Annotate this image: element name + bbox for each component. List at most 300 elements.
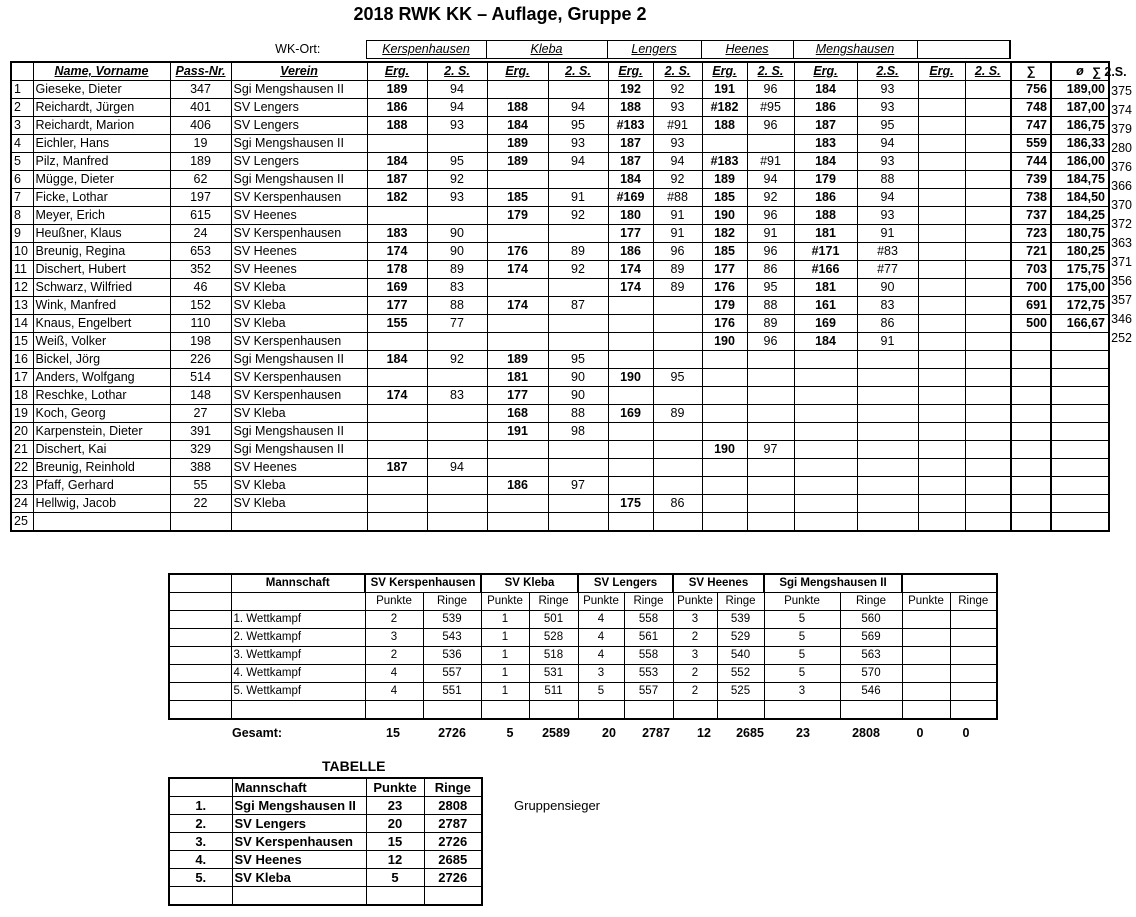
result-erg <box>702 459 747 477</box>
team-ringe: 536 <box>423 647 481 665</box>
shooter-name: Meyer, Erich <box>33 207 170 225</box>
result-erg <box>918 261 965 279</box>
result-erg: 189 <box>487 351 548 369</box>
result-erg <box>918 117 965 135</box>
result-2s <box>427 477 487 495</box>
total-sum: 700 <box>1011 279 1051 297</box>
team-punkte: 2 <box>673 665 717 683</box>
result-2s <box>427 441 487 459</box>
tabelle-blank <box>232 887 366 906</box>
venue-empty <box>917 41 1010 59</box>
team-ringe: 551 <box>423 683 481 701</box>
shooter-row <box>11 261 1109 279</box>
result-2s: 91 <box>747 225 794 243</box>
result-2s <box>857 387 918 405</box>
result-erg: 161 <box>794 297 857 315</box>
row-number: 9 <box>11 225 33 243</box>
result-erg: #183 <box>608 117 653 135</box>
side-sum-value: 372 <box>1111 217 1132 231</box>
result-2s: 93 <box>857 99 918 117</box>
team-blank <box>169 593 231 611</box>
result-erg: 189 <box>702 171 747 189</box>
result-2s <box>857 513 918 532</box>
result-erg: 174 <box>367 243 427 261</box>
result-2s <box>548 513 608 532</box>
result-2s: 97 <box>548 477 608 495</box>
shooter-name: Breunig, Regina <box>33 243 170 261</box>
team-punkte: 3 <box>578 665 624 683</box>
result-erg: 191 <box>487 423 548 441</box>
result-erg <box>608 477 653 495</box>
team-ringe <box>950 665 997 683</box>
club-name: Sgi Mengshausen II <box>231 135 367 153</box>
ranking-team: SV Kleba <box>232 869 366 887</box>
result-erg <box>794 513 857 532</box>
result-erg: 190 <box>702 441 747 459</box>
side-sum-value: 280 <box>1111 141 1132 155</box>
result-erg <box>487 459 548 477</box>
team-blank <box>624 701 673 720</box>
result-2s: 88 <box>857 171 918 189</box>
punkte-label: Punkte <box>365 593 423 611</box>
result-2s <box>548 315 608 333</box>
wk-ort-header <box>10 40 1011 59</box>
team-punkte: 5 <box>764 665 840 683</box>
row-number: 3 <box>11 117 33 135</box>
result-erg: 182 <box>367 189 427 207</box>
row-number: 10 <box>11 243 33 261</box>
average: 184,50 <box>1051 189 1109 207</box>
result-erg: 189 <box>487 135 548 153</box>
pass-number <box>170 513 231 532</box>
row-number: 21 <box>11 441 33 459</box>
pass-number: 24 <box>170 225 231 243</box>
row-number: 16 <box>11 351 33 369</box>
shooter-row <box>11 423 1109 441</box>
header-2s: 2. S. <box>427 62 487 81</box>
result-2s <box>427 333 487 351</box>
ranking-ringe: 2787 <box>424 815 482 833</box>
venue-kleba: Kleba <box>486 41 607 59</box>
side-sum-value: 375 <box>1111 84 1132 98</box>
result-erg <box>702 477 747 495</box>
total-sum: 721 <box>1011 243 1051 261</box>
shooter-row <box>11 81 1109 99</box>
result-erg: 174 <box>487 261 548 279</box>
average: 180,25 <box>1051 243 1109 261</box>
shooter-name: Pilz, Manfred <box>33 153 170 171</box>
result-2s: 94 <box>548 99 608 117</box>
result-2s: 88 <box>548 405 608 423</box>
shooter-row <box>11 441 1109 459</box>
team-ringe: 539 <box>423 611 481 629</box>
team-punkte: 5 <box>764 647 840 665</box>
pass-number: 347 <box>170 81 231 99</box>
result-2s <box>653 441 702 459</box>
result-erg <box>918 477 965 495</box>
total-sum: 744 <box>1011 153 1051 171</box>
result-2s <box>427 405 487 423</box>
team-blank <box>231 701 365 720</box>
result-2s: 92 <box>653 171 702 189</box>
result-erg <box>487 495 548 513</box>
result-2s <box>857 423 918 441</box>
result-erg <box>918 297 965 315</box>
result-erg: 183 <box>367 225 427 243</box>
team-punkte: 1 <box>481 665 529 683</box>
team-punkte: 5 <box>764 611 840 629</box>
team-ringe <box>950 629 997 647</box>
result-erg <box>487 279 548 297</box>
result-2s <box>747 135 794 153</box>
result-erg: 191 <box>702 81 747 99</box>
shooter-row <box>11 171 1109 189</box>
result-2s <box>548 279 608 297</box>
ranking-punkte: 5 <box>366 869 424 887</box>
result-erg <box>702 351 747 369</box>
result-2s: 96 <box>747 117 794 135</box>
result-erg <box>918 405 965 423</box>
result-2s <box>548 495 608 513</box>
result-2s <box>653 315 702 333</box>
pass-number: 388 <box>170 459 231 477</box>
club-name: SV Kerspenhausen <box>231 333 367 351</box>
result-erg: 187 <box>367 171 427 189</box>
row-number: 18 <box>11 387 33 405</box>
team-punkte: 3 <box>673 611 717 629</box>
pass-number: 226 <box>170 351 231 369</box>
result-2s: 93 <box>857 81 918 99</box>
shooter-row <box>11 189 1109 207</box>
result-erg: 179 <box>794 171 857 189</box>
result-erg <box>918 387 965 405</box>
result-erg: 190 <box>702 333 747 351</box>
club-name: SV Lengers <box>231 117 367 135</box>
result-2s: 91 <box>653 207 702 225</box>
row-number: 1 <box>11 81 33 99</box>
team-blank <box>423 701 481 720</box>
row-number: 17 <box>11 369 33 387</box>
result-2s <box>965 369 1011 387</box>
total-sum: 723 <box>1011 225 1051 243</box>
result-2s <box>965 315 1011 333</box>
result-erg: 178 <box>367 261 427 279</box>
result-erg: 189 <box>367 81 427 99</box>
result-2s <box>965 189 1011 207</box>
result-2s: 94 <box>747 171 794 189</box>
club-name: SV Kerspenhausen <box>231 387 367 405</box>
header-pass: Pass-Nr. <box>170 62 231 81</box>
result-erg: 184 <box>794 153 857 171</box>
total-sum <box>1011 351 1051 369</box>
result-2s <box>965 261 1011 279</box>
wettkampf-label: 5. Wettkampf <box>231 683 365 701</box>
team-ringe: 539 <box>717 611 764 629</box>
result-erg <box>608 423 653 441</box>
result-erg <box>702 405 747 423</box>
result-2s: 83 <box>427 279 487 297</box>
wettkampf-row <box>169 683 997 701</box>
row-number: 14 <box>11 315 33 333</box>
header-erg: Erg. <box>918 62 965 81</box>
team-punkte: 3 <box>764 683 840 701</box>
ranking-table <box>168 777 483 906</box>
result-erg: 182 <box>702 225 747 243</box>
team-header-name: SV Kleba <box>481 574 578 593</box>
shooter-name: Breunig, Reinhold <box>33 459 170 477</box>
result-erg: 184 <box>367 153 427 171</box>
ranking-punkte: 12 <box>366 851 424 869</box>
team-punkte: 3 <box>673 647 717 665</box>
team-blank <box>169 647 231 665</box>
result-2s <box>857 405 918 423</box>
side-sum-column <box>1092 63 1136 557</box>
row-number: 12 <box>11 279 33 297</box>
shooter-row <box>11 207 1109 225</box>
total-sum <box>1011 477 1051 495</box>
shooter-row <box>11 459 1109 477</box>
shooter-row <box>11 279 1109 297</box>
result-erg <box>918 225 965 243</box>
total-sum <box>1011 405 1051 423</box>
result-2s <box>548 333 608 351</box>
team-header-name: SV Kerspenhausen <box>365 574 481 593</box>
pass-number: 55 <box>170 477 231 495</box>
side-sum-value <box>1092 405 1136 424</box>
result-erg <box>794 441 857 459</box>
ranking-ringe: 2685 <box>424 851 482 869</box>
result-2s: 95 <box>747 279 794 297</box>
result-erg: 188 <box>794 207 857 225</box>
team-punkte: 1 <box>481 629 529 647</box>
result-2s: 88 <box>747 297 794 315</box>
result-2s <box>747 477 794 495</box>
result-erg <box>608 297 653 315</box>
result-2s <box>747 369 794 387</box>
result-erg <box>608 441 653 459</box>
header-2s: 2. S. <box>965 62 1011 81</box>
total-sum <box>1011 333 1051 351</box>
pass-number: 110 <box>170 315 231 333</box>
result-erg <box>367 477 427 495</box>
pass-number: 148 <box>170 387 231 405</box>
result-erg <box>487 225 548 243</box>
club-name: SV Kleba <box>231 495 367 513</box>
result-2s: 95 <box>548 351 608 369</box>
side-sum-value <box>1092 462 1136 481</box>
result-2s: 83 <box>857 297 918 315</box>
result-erg <box>918 315 965 333</box>
result-erg <box>794 369 857 387</box>
team-corner <box>169 574 231 593</box>
club-name: SV Kleba <box>231 315 367 333</box>
gesamt-punkte: 5 <box>506 726 514 740</box>
result-erg: #183 <box>702 153 747 171</box>
club-name: Sgi Mengshausen II <box>231 423 367 441</box>
team-punkte: 2 <box>365 647 423 665</box>
shooter-row <box>11 297 1109 315</box>
total-sum <box>1011 495 1051 513</box>
team-ringe: 552 <box>717 665 764 683</box>
pass-number: 22 <box>170 495 231 513</box>
wettkampf-label: 2. Wettkampf <box>231 629 365 647</box>
result-2s <box>653 477 702 495</box>
result-2s <box>965 351 1011 369</box>
result-2s <box>965 99 1011 117</box>
header-erg: Erg. <box>487 62 548 81</box>
club-name: Sgi Mengshausen II <box>231 441 367 459</box>
club-name: SV Heenes <box>231 459 367 477</box>
club-name: Sgi Mengshausen II <box>231 171 367 189</box>
result-erg: 186 <box>608 243 653 261</box>
result-erg <box>918 99 965 117</box>
header-2s: 2. S. <box>548 62 608 81</box>
result-2s: 92 <box>548 207 608 225</box>
punkte-label: Punkte <box>481 593 529 611</box>
result-erg <box>794 405 857 423</box>
result-2s: 92 <box>427 171 487 189</box>
result-erg: 184 <box>367 351 427 369</box>
gesamt-punkte: 0 <box>916 726 924 740</box>
page-title: 2018 RWK KK – Auflage, Gruppe 2 <box>353 4 647 24</box>
result-erg: 187 <box>608 135 653 153</box>
result-erg <box>794 477 857 495</box>
shooter-row <box>11 315 1109 333</box>
team-blank <box>169 611 231 629</box>
result-2s: 93 <box>857 153 918 171</box>
result-erg: #182 <box>702 99 747 117</box>
team-punkte: 4 <box>578 629 624 647</box>
result-erg: 188 <box>367 117 427 135</box>
ringe-label: Ringe <box>423 593 481 611</box>
wettkampf-label: 3. Wettkampf <box>231 647 365 665</box>
result-erg <box>608 333 653 351</box>
result-erg <box>794 459 857 477</box>
team-punkte: 4 <box>365 665 423 683</box>
result-erg <box>918 171 965 189</box>
result-2s <box>427 207 487 225</box>
result-2s: 90 <box>427 225 487 243</box>
total-sum <box>1011 513 1051 532</box>
result-erg <box>608 315 653 333</box>
result-erg <box>918 459 965 477</box>
result-2s <box>965 279 1011 297</box>
result-erg <box>918 243 965 261</box>
result-erg: 190 <box>608 369 653 387</box>
shooter-name: Reichardt, Jürgen <box>33 99 170 117</box>
shooter-row <box>11 513 1109 532</box>
team-ringe: 558 <box>624 611 673 629</box>
team-punkte: 2 <box>673 683 717 701</box>
header-name: Name, Vorname <box>33 62 170 81</box>
wettkampf-row <box>169 629 997 647</box>
result-erg <box>367 405 427 423</box>
shooter-name: Heußner, Klaus <box>33 225 170 243</box>
result-2s: 96 <box>747 333 794 351</box>
club-name: SV Kleba <box>231 279 367 297</box>
result-erg <box>918 513 965 532</box>
result-erg <box>367 513 427 532</box>
shooter-name: Bickel, Jörg <box>33 351 170 369</box>
result-2s <box>857 477 918 495</box>
result-2s: 92 <box>427 351 487 369</box>
side-sum-value <box>1092 367 1136 386</box>
gesamt-ringe: 2787 <box>642 726 670 740</box>
result-erg <box>487 333 548 351</box>
result-2s <box>653 333 702 351</box>
shooter-row <box>11 477 1109 495</box>
result-erg <box>702 495 747 513</box>
club-name: SV Lengers <box>231 153 367 171</box>
team-ringe: 525 <box>717 683 764 701</box>
result-2s: 93 <box>857 207 918 225</box>
result-erg: 169 <box>367 279 427 297</box>
punkte-label: Punkte <box>902 593 950 611</box>
team-punkte <box>902 629 950 647</box>
side-sum-value: 370 <box>1111 198 1132 212</box>
result-2s <box>548 171 608 189</box>
team-blank <box>169 683 231 701</box>
gruppensieger-note: Gruppensieger <box>514 798 600 813</box>
team-blank <box>365 701 423 720</box>
result-erg: 177 <box>608 225 653 243</box>
gesamt-row <box>0 726 1136 744</box>
club-name: SV Kleba <box>231 477 367 495</box>
shooter-row <box>11 333 1109 351</box>
result-2s <box>965 153 1011 171</box>
team-ringe: 560 <box>840 611 902 629</box>
gesamt-punkte: 20 <box>602 726 616 740</box>
shooter-row <box>11 495 1109 513</box>
club-name: SV Heenes <box>231 261 367 279</box>
result-erg: 184 <box>794 333 857 351</box>
gesamt-ringe: 0 <box>962 726 970 740</box>
average: 184,75 <box>1051 171 1109 189</box>
team-header-name: Sgi Mengshausen II <box>764 574 902 593</box>
team-ringe: 557 <box>423 665 481 683</box>
team-punkte <box>902 665 950 683</box>
club-name: SV Kleba <box>231 297 367 315</box>
row-number: 15 <box>11 333 33 351</box>
wettkampf-row <box>169 665 997 683</box>
ranking-team: SV Lengers <box>232 815 366 833</box>
result-erg <box>487 81 548 99</box>
shooter-name: Reichardt, Marion <box>33 117 170 135</box>
side-sum-value <box>1092 519 1136 538</box>
ranking-row <box>169 833 482 851</box>
shooter-name: Dischert, Hubert <box>33 261 170 279</box>
result-erg <box>367 135 427 153</box>
result-erg <box>918 81 965 99</box>
team-ringe <box>950 611 997 629</box>
side-sum-value: 374 <box>1111 103 1132 117</box>
result-2s: 92 <box>653 81 702 99</box>
row-number: 6 <box>11 171 33 189</box>
result-2s: 93 <box>427 117 487 135</box>
result-erg: #169 <box>608 189 653 207</box>
tabelle-corner <box>169 778 232 797</box>
average: 175,00 <box>1051 279 1109 297</box>
team-ringe: 558 <box>624 647 673 665</box>
shooter-name: Hellwig, Jacob <box>33 495 170 513</box>
shooter-name: Anders, Wolfgang <box>33 369 170 387</box>
shooter-name: Gieseke, Dieter <box>33 81 170 99</box>
result-2s: 94 <box>857 135 918 153</box>
total-sum <box>1011 387 1051 405</box>
result-erg: 184 <box>608 171 653 189</box>
average: 186,33 <box>1051 135 1109 153</box>
result-2s <box>548 81 608 99</box>
